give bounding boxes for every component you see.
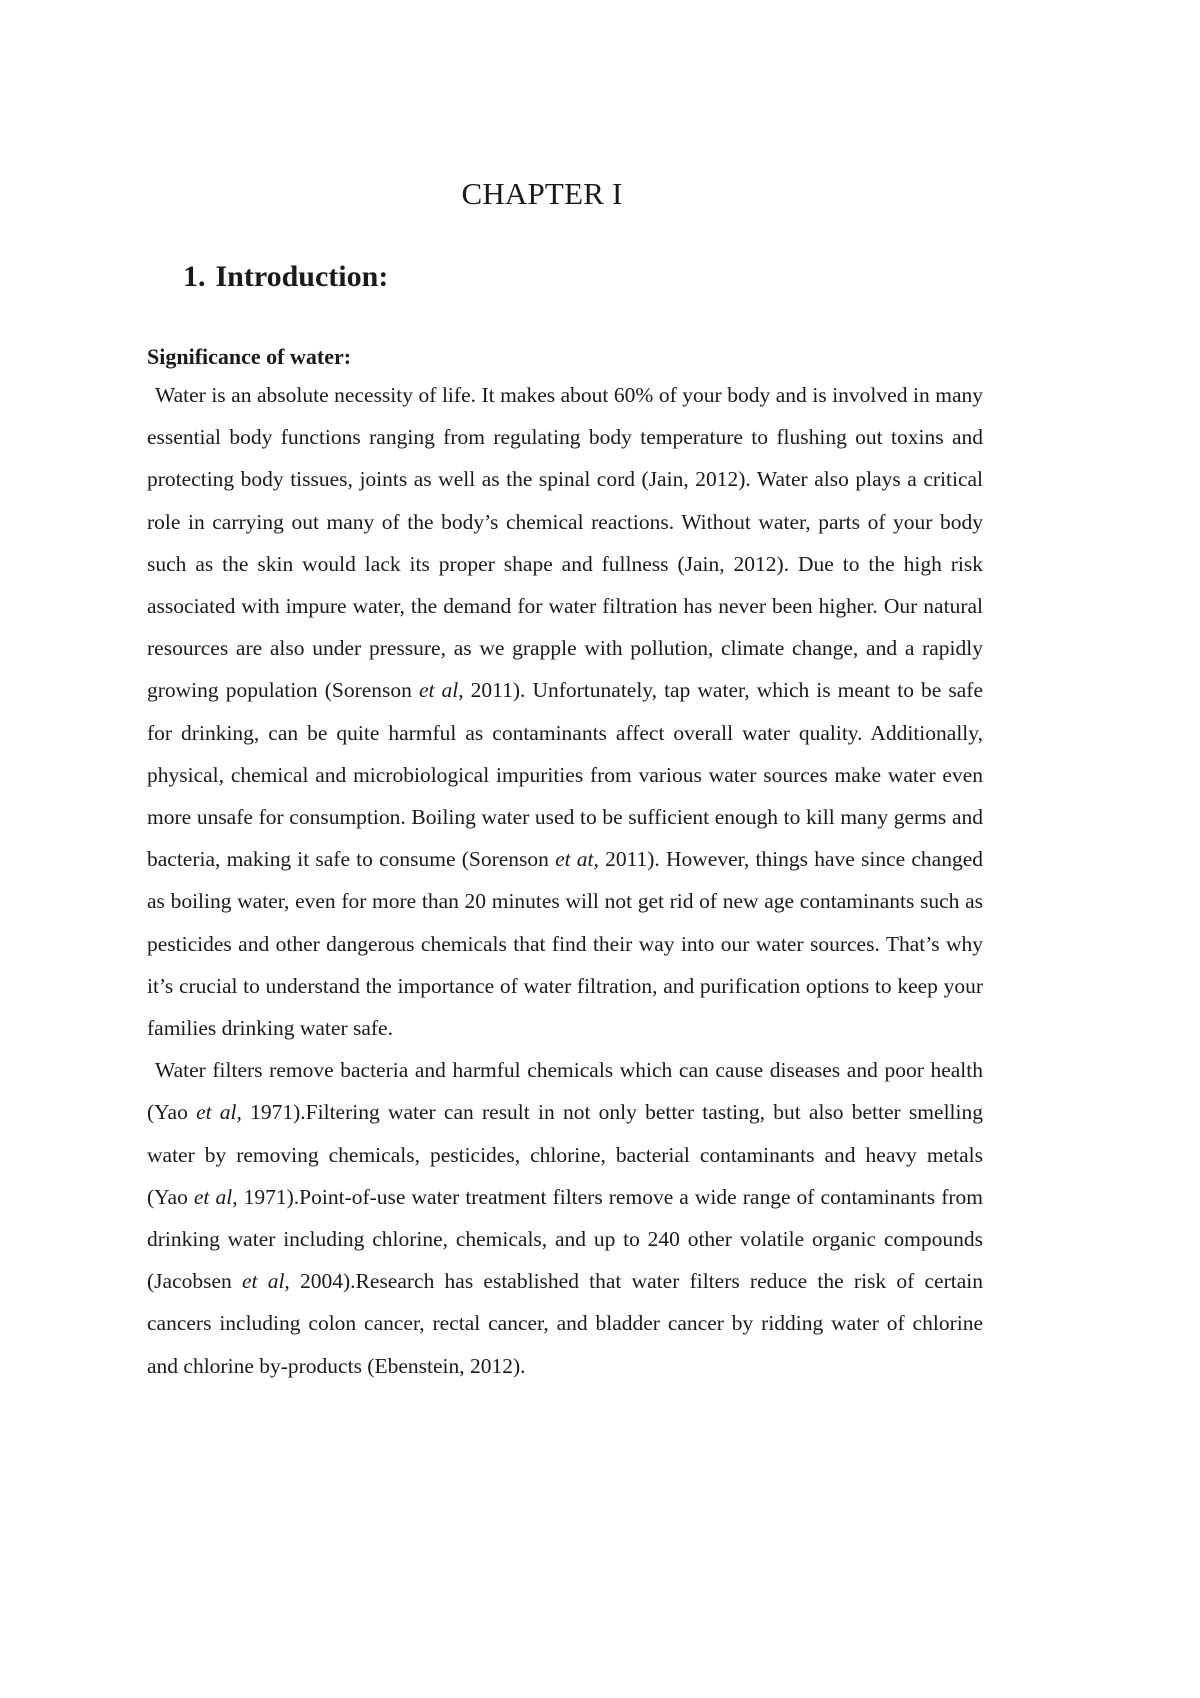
citation-italic: et al, [196, 1100, 242, 1125]
text-run: 2004).Research has established that water filters reduce the risk of certain cancers including colon cancer, rectal cancer, and bladder cancer by ridding water of chlorine and chlorine by-products (Ebenstein, 2012). [147, 1269, 983, 1378]
text-run: Water filters remove bacteria and harmful chemicals which can cause diseases and poor health (Yao [147, 1058, 983, 1125]
text-run: , 2011). Unfortunately, tap water, which is meant to be safe for drinking, can be quite harmful as contaminants affect overall water quality. Additionally, physical, chemical and microbiological impurities from various water sources make water even more unsafe for consumption. Boiling water used to be sufficient enough to kill many germs and bacteria, making it safe to consume (Sorenson [147, 678, 983, 872]
citation-italic: et at, [555, 847, 599, 872]
paragraph [147, 374, 983, 1049]
paragraph [147, 1049, 983, 1387]
subsection-heading: Significance of water: [147, 344, 352, 369]
citation-italic: et al [418, 678, 459, 703]
text-run: 2011). However, things have since changed as boiling water, even for more than 20 minutes will not get rid of new age contaminants such as pesticides and other dangerous chemicals that find their way into our water sources. That’s why it’s crucial to understand the importance of water filtration, and purification options to keep your families drinking water safe. [147, 847, 983, 1041]
section-number: 1. [183, 260, 206, 293]
section-title: Introduction: [215, 260, 389, 293]
citation-italic: et al, [241, 1269, 290, 1294]
chapter-title: CHAPTER I [461, 176, 623, 211]
text-run: , 1971).Point-of-use water treatment filters remove a wide range of contaminants from drinking water including chlorine, chemicals, and up to 240 other volatile organic compounds (Jacobsen [147, 1184, 984, 1294]
section-heading [183, 260, 388, 294]
body-text [147, 344, 983, 1387]
citation-italic: et al [193, 1184, 233, 1209]
text-run: 1971).Filtering water can result in not only better tasting, but also better smelling water by removing chemicals, pesticides, chlorine, bacterial contaminants and heavy metals (Yao [147, 1100, 983, 1209]
text-run: Water is an absolute necessity of life. It makes about 60% of your body and is involved in many essential body functions ranging from regulating body temperature to flushing out toxins and protecting body tissues, joints as well as the spinal cord (Jain, 2012). Water also plays a critical role in carrying out many of the body’s chemical reactions. Without water, parts of your body such as the skin would lack its proper shape and fullness (Jain, 2012). Due to the high risk associated with impure water, the demand for water filtration has never been higher. Our natural resources are also under pressure, as we grapple with pollution, climate change, and a rapidly growing population (Sorenson [147, 383, 983, 703]
